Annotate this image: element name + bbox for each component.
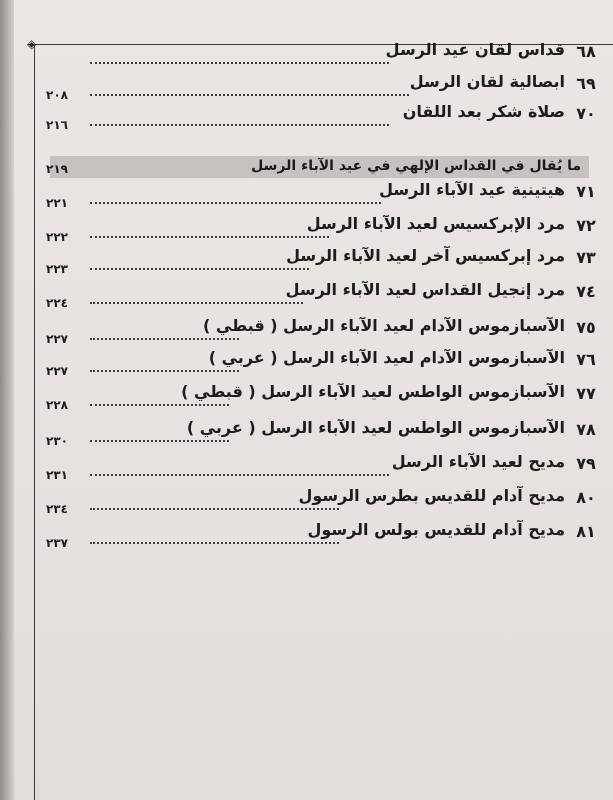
entry-page-number: ٢٢٧ [46,332,68,346]
entry-page-number: ٢٣٧ [46,536,68,550]
entry-page-number: ٢٢٨ [46,398,68,412]
dot-leader [90,302,303,304]
dot-leader [90,508,339,510]
dot-leader [90,62,389,64]
entry-number: ٨٠ [576,488,596,507]
entry-title: مديح لعيد الآباء الرسل [391,452,565,471]
entry-title: مرد إبركسيس آخر لعيد الآباء الرسل [286,246,565,265]
toc-entry[interactable] [46,102,599,132]
entry-number: ٧٧ [576,384,596,403]
toc-entry[interactable] [46,486,599,516]
entry-page-number: ٢٢٢ [46,230,68,244]
entry-page-number: ٢٢٧ [46,364,68,378]
entry-number: ٧٨ [576,420,596,439]
entry-page-number: ٢٣١ [46,468,68,482]
toc-entry[interactable] [46,418,599,448]
bleed-through-text [150,520,580,700]
entry-number: ٦٨ [576,42,596,61]
dot-leader [90,236,329,238]
dot-leader [90,370,239,372]
toc-entry[interactable] [46,280,599,310]
toc-entry[interactable] [46,452,599,482]
toc-entry[interactable] [46,214,599,244]
entry-title: هيتينية عيد الآباء الرسل [379,180,565,199]
section-heading-title: ما يُقال في القداس الإلهي في عيد الآباء الرسل [251,158,581,174]
entry-page-number: ٢٢٤ [46,296,68,310]
entry-page-number: ٢٣٤ [46,502,68,516]
entry-title: صلاة شكر بعد اللقان [402,102,565,121]
entry-title: الآسبازموس الآدام لعيد الآباء الرسل ( عربي ) [208,348,565,367]
entry-title: الآسبازموس الآدام لعيد الآباء الرسل ( قبطي ) [203,316,565,335]
entry-number: ٨١ [576,522,596,541]
toc-entry[interactable] [46,520,599,550]
dot-leader [90,268,309,270]
entry-page-number: ٢٣٠ [46,434,68,448]
entry-number: ٧١ [576,182,596,201]
toc-entry[interactable] [46,316,599,346]
entry-page-number: ٢١٦ [46,118,68,132]
frame-left-border [34,44,35,800]
dot-leader [90,124,389,126]
dot-leader [90,94,409,96]
toc-entry[interactable] [46,180,599,210]
entry-number: ٧٢ [576,216,596,235]
dot-leader [90,440,229,442]
toc-entry[interactable] [46,382,599,412]
entry-title: الآسبازموس الواطس لعيد الآباء الرسل ( عربي ) [186,418,565,437]
toc-entry[interactable] [46,348,599,378]
corner-ornament-icon: ◈ [27,37,37,51]
entry-number: ٧٦ [576,350,596,369]
entry-number: ٧٤ [576,282,596,301]
entry-page-number: ٢٠٨ [46,88,68,102]
entry-number: ٧٥ [576,318,596,337]
entry-title: مديح آدام للقديس بطرس الرسول [298,486,565,505]
section-heading-page-number: ٢١٩ [46,162,68,176]
entry-title: مرد إنجيل القداس لعيد الآباء الرسل [285,280,565,299]
entry-number: ٧٩ [576,454,596,473]
entry-title: قداس لقان عيد الرسل [385,40,565,59]
entry-title: مرد الإبركسيس لعيد الآباء الرسل [306,214,565,233]
entry-page-number: ٢٢٣ [46,262,68,276]
page-spine [0,0,14,800]
entry-title: مديح آدام للقديس بولس الرسول [307,520,565,539]
dot-leader [90,542,339,544]
entry-title: الآسبازموس الواطس لعيد الآباء الرسل ( قبطي ) [181,382,565,401]
section-heading-band[interactable] [50,156,589,178]
toc-entry[interactable] [46,72,599,102]
entry-number: ٧٠ [576,104,596,123]
dot-leader [90,202,381,204]
entry-title: ابصالية لقان الرسل [409,72,565,91]
dot-leader [90,338,239,340]
toc-entry[interactable] [46,246,599,276]
dot-leader [90,474,389,476]
toc-entry[interactable] [46,40,599,66]
entry-page-number: ٢٢١ [46,196,68,210]
entry-number: ٦٩ [576,74,596,93]
dot-leader [90,404,229,406]
entry-number: ٧٣ [576,248,596,267]
